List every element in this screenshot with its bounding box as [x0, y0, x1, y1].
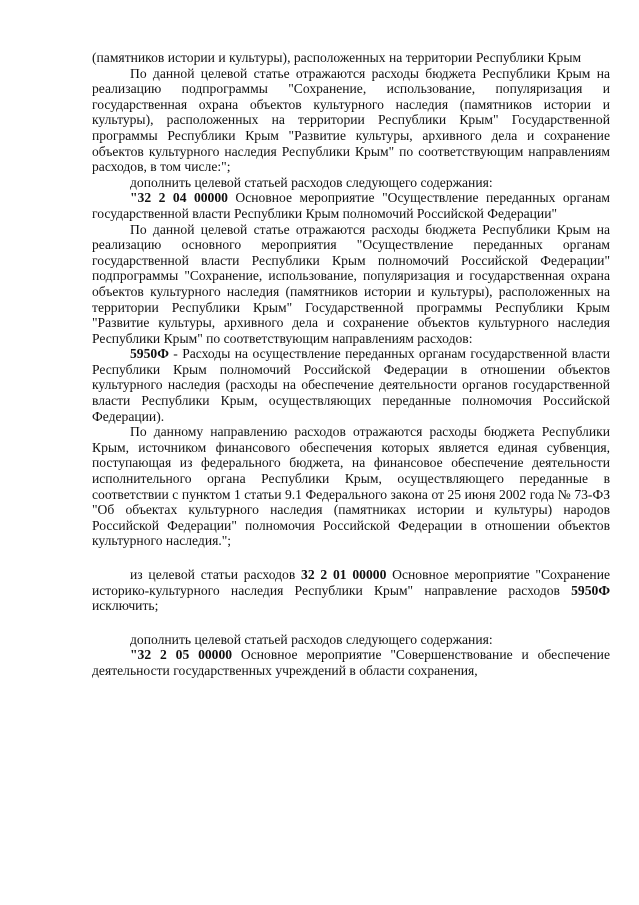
paragraph-10-text: Основное мероприятие "Совершенствование и обеспечение деятельности государственных учреждений в области сохранения,: [92, 647, 610, 678]
paragraph-5: [92, 222, 610, 347]
paragraph-9-text: дополнить целевой статьей расходов следующего содержания:: [130, 631, 493, 647]
paragraph-6-text: - Расходы на осуществление переданных органам государственной власти Республики Крым полномочий Российской Федерации в отношении объектов культурного наследия (расходы на обеспечение деятельности органов государственной власти Республики Крым, осуществляющих переданные полномочия Российской Федерации).: [92, 346, 610, 424]
expense-direction-code: 5950Ф: [130, 346, 169, 362]
paragraph-8-text-a: из целевой статьи расходов: [130, 567, 302, 582]
target-article-code: "32 2 05 00000: [130, 647, 233, 663]
paragraph-10: [92, 647, 610, 678]
paragraph-4-text: Основное мероприятие "Осуществление переданных органам государственной власти Республики Крым полномочий Российской Федерации": [92, 190, 610, 221]
paragraph-2: [92, 66, 610, 175]
paragraph-1-text: (памятников истории и культуры), расположенных на территории Республики Крым: [92, 50, 582, 65]
paragraph-8-text-c: исключить;: [92, 598, 159, 614]
paragraph-7: [92, 424, 610, 549]
paragraph-1: [92, 50, 610, 66]
paragraph-7-text: По данному направлению расходов отражаются расходы бюджета Республики Крым, источником финансового обеспечения которых является единая субвенция, поступающая из федерального бюджета, на финансовое обеспечение деятельности исполнительного органа Республики Крым, осуществляющего переданные в соответствии с пунктом 1 статьи 9.1 Федерального закона от 25 июня 2002 года № 73-ФЗ "Об объектах культурного наследия (памятниках истории и культуры) народов Российской Федерации" полномочия Российской Федерации в отношении объектов культурного наследия.";: [92, 424, 610, 549]
paragraph-4: [92, 190, 610, 221]
document-body: [92, 50, 610, 679]
paragraph-2-text: По данной целевой статье отражаются расходы бюджета Республики Крым на реализацию подпрограммы "Сохранение, использование, популяризация и государственная охрана объектов культурного наследия (памятников истории и культуры), расположенных на территории Республики Крым" Государственной программы Республики Крым "Развитие культуры, архивного дела и сохранение объектов культурного наследия Республики Крым" по соответствующим направлениям расходов, в том числе:";: [92, 65, 610, 175]
paragraph-8-text-b: Основное мероприятие "Сохранение историко-культурного наследия Республики Крым" направление расходов: [92, 567, 611, 598]
target-article-code: 32 2 01 00000: [301, 567, 387, 582]
expense-direction-code: 5950Ф: [571, 582, 610, 598]
paragraph-9: [92, 632, 610, 648]
spacer: [92, 614, 610, 632]
spacer: [92, 549, 610, 567]
paragraph-6: [92, 346, 610, 424]
paragraph-3-text: дополнить целевой статьей расходов следующего содержания:: [130, 174, 493, 190]
paragraph-3: [92, 175, 610, 191]
paragraph-8: [92, 567, 610, 614]
paragraph-5-text: По данной целевой статье отражаются расходы бюджета Республики Крым на реализацию основного мероприятия "Осуществление переданных органам государственной власти Республики Крым полномочий Российской Федерации" подпрограммы "Сохранение, использование, популяризация и государственная охрана объектов культурного наследия (памятников истории и культуры), расположенных на территории Республики Крым" Государственной программы Республики Крым "Развитие культуры, архивного дела и сохранение объектов культурного наследия Республики Крым" по соответствующим направлениям расходов:: [92, 221, 610, 346]
target-article-code: "32 2 04 00000: [130, 190, 228, 206]
